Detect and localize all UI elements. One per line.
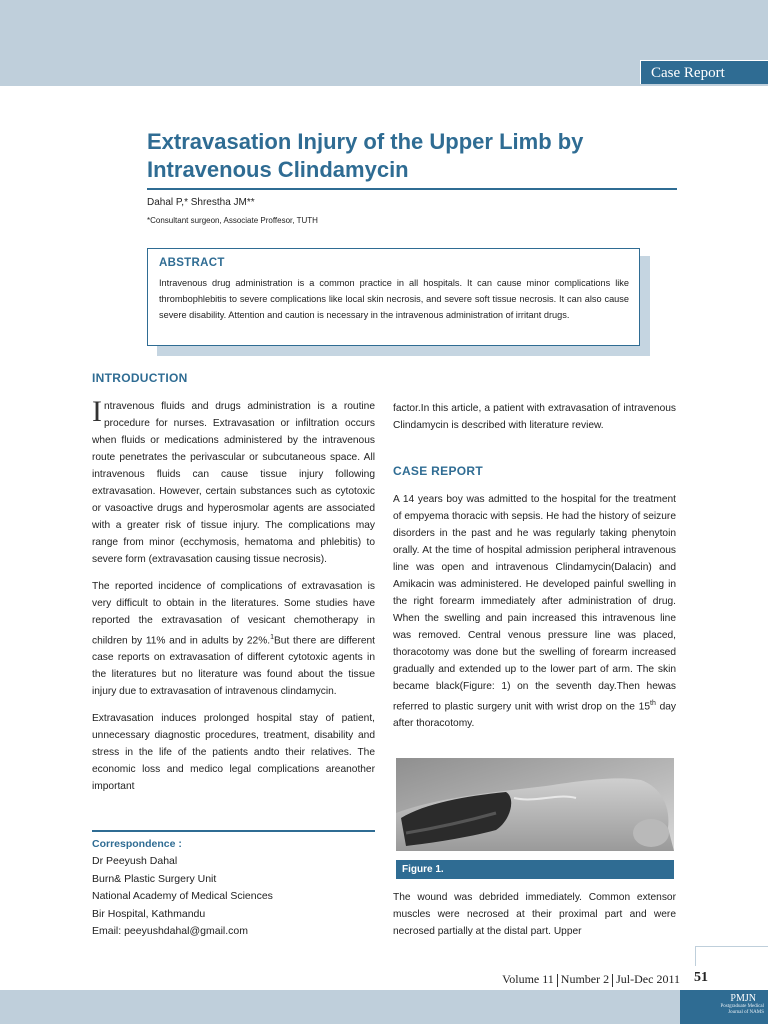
title-divider — [147, 188, 677, 190]
footer-date: Jul-Dec 2011 — [616, 972, 680, 986]
case-p1-text-b: day after thoracotomy. — [393, 701, 676, 730]
intro-continued-paragraph: factor.In this article, a patient with extravasation of intravenous Clindamycin is described with literature review. — [393, 403, 676, 431]
intro-paragraph-3: Extravasation induces prolonged hospital stay of patient, unnecessary diagnostic procedures, treatment, disability and stress in the life of the patients andto their relatives. The economic loss and medico legal complications areanother important — [92, 713, 375, 793]
footer-separator — [612, 974, 613, 987]
journal-logo — [684, 993, 764, 1016]
footer-corner-vline — [695, 946, 696, 966]
correspondence-block — [92, 853, 273, 941]
correspondence-unit: Burn& Plastic Surgery Unit — [92, 872, 217, 885]
intro-p2-text-a: The reported incidence of complications of extravasation is very difficult to obtain in the literatures. Some studies have reported the extravasation of vesicant chemotherapy in children by 11% and in adults by 22%. — [92, 581, 375, 647]
forearm-photo-illustration — [396, 758, 674, 851]
left-column — [92, 395, 375, 805]
abstract-box — [147, 248, 640, 346]
footer-volume: Volume 11 — [502, 972, 554, 986]
footer-corner-hline — [695, 946, 768, 947]
footer-number: Number 2 — [560, 972, 610, 986]
correspondence-institution: National Academy of Medical Sciences — [92, 890, 273, 902]
logo-subtitle-1: Postgraduate Medical — [720, 1004, 764, 1009]
drop-cap: I — [92, 395, 102, 428]
logo-title: PMJN — [730, 993, 756, 1004]
intro-paragraph-2 — [92, 578, 375, 700]
affiliation: *Consultant surgeon, Associate Proffesor, TUTH — [147, 216, 318, 225]
footer-issue-info — [502, 972, 680, 987]
footer-separator — [557, 974, 558, 987]
correspondence-email[interactable]: Email: peeyushdahal@gmail.com — [92, 925, 248, 937]
footer-band — [0, 990, 768, 1024]
correspondence-divider — [92, 830, 375, 832]
case-p1-text-a: A 14 years boy was admitted to the hospital for the treatment of empyema thoracic with sepsis. He had the history of seizure disorders in the past and he was regularly taking phenytoin orally. At the time of hospital admission peripheral intravenous line was open and intravenous Clindamycin(Dalacin) and Amikacin was administered. He developed painful swelling in the right forearm immediately after administration of drug. When the swelling and pain increased this intravenous line was removed. Central venous pressure line was placed, thoracotomy was done but the swelling of forearm increased gradually and extended up to the lower part of arm. The skin became black(Figure: 1) on the seventh day.Then hewas referred to plastic surgery unit with wrist drop on the 15 — [393, 494, 676, 713]
correspondence-address: Bir Hospital, Kathmandu — [92, 907, 206, 920]
title-line-2: Intravenous Clindamycin — [147, 157, 409, 182]
correspondence-heading: Correspondence : — [92, 838, 182, 850]
ordinal-sup: th — [650, 700, 656, 707]
page-number: 51 — [694, 970, 708, 985]
introduction-heading: INTRODUCTION — [92, 371, 188, 385]
figure-caption: Figure 1. — [396, 860, 674, 879]
article-title — [147, 128, 687, 184]
section-tag: Case Report — [640, 60, 768, 84]
right-column-top — [393, 400, 676, 444]
case-paragraph-2: The wound was debrided immediately. Common extensor muscles were necrosed at their proximal part and were necrosed partially at the distal part. Upper — [393, 892, 676, 937]
right-column-case — [393, 491, 676, 742]
logo-subtitle-2: Journal of NAMS — [728, 1010, 764, 1015]
intro-p2-text-b: But there are different case reports on extravasation of different cytotoxic agents in the literatures but no literature was found about the tissue injury due to extravasation of intravenous clindamycin. — [92, 635, 375, 698]
abstract-text: Intravenous drug administration is a common practice in all hospitals. It can cause minor complications like thrombophlebitis to severe complications like local skin necrosis, and severe soft tissue necrosis. It can also cause severe disability. Attention and caution is necessary in the intravenous administration of irritant drugs. — [159, 278, 629, 320]
correspondence-name: Dr Peeyush Dahal — [92, 855, 178, 867]
citation-sup: 1 — [270, 634, 275, 641]
case-report-heading: CASE REPORT — [393, 464, 483, 478]
intro-paragraph-1 — [92, 395, 375, 568]
title-line-1: Extravasation Injury of the Upper Limb by — [147, 129, 584, 154]
case-paragraph-1 — [393, 491, 676, 732]
authors: Dahal P,* Shrestha JM** — [147, 197, 255, 208]
intro-p1-text: ntravenous fluids and drugs administration is a routine procedure for nurses. Extravasation or infiltration occurs when fluids or medications administered by the intravenous route penetrates the perivascular or subcutaneous space. All intravenous fluids can cause tissue injury following extravasation. However, certain substances such as cytotoxic or vasoactive drugs and hyperosmolar agents are associated with a greater risk of tissue injury. The complications may range from minor (ecchymosis, hematoma and phlebitis) to severe form (extravasation causing tissue necrosis). — [92, 401, 375, 565]
right-column-bottom — [393, 889, 676, 950]
figure-1-image — [396, 758, 674, 851]
abstract-heading: ABSTRACT — [159, 257, 225, 269]
